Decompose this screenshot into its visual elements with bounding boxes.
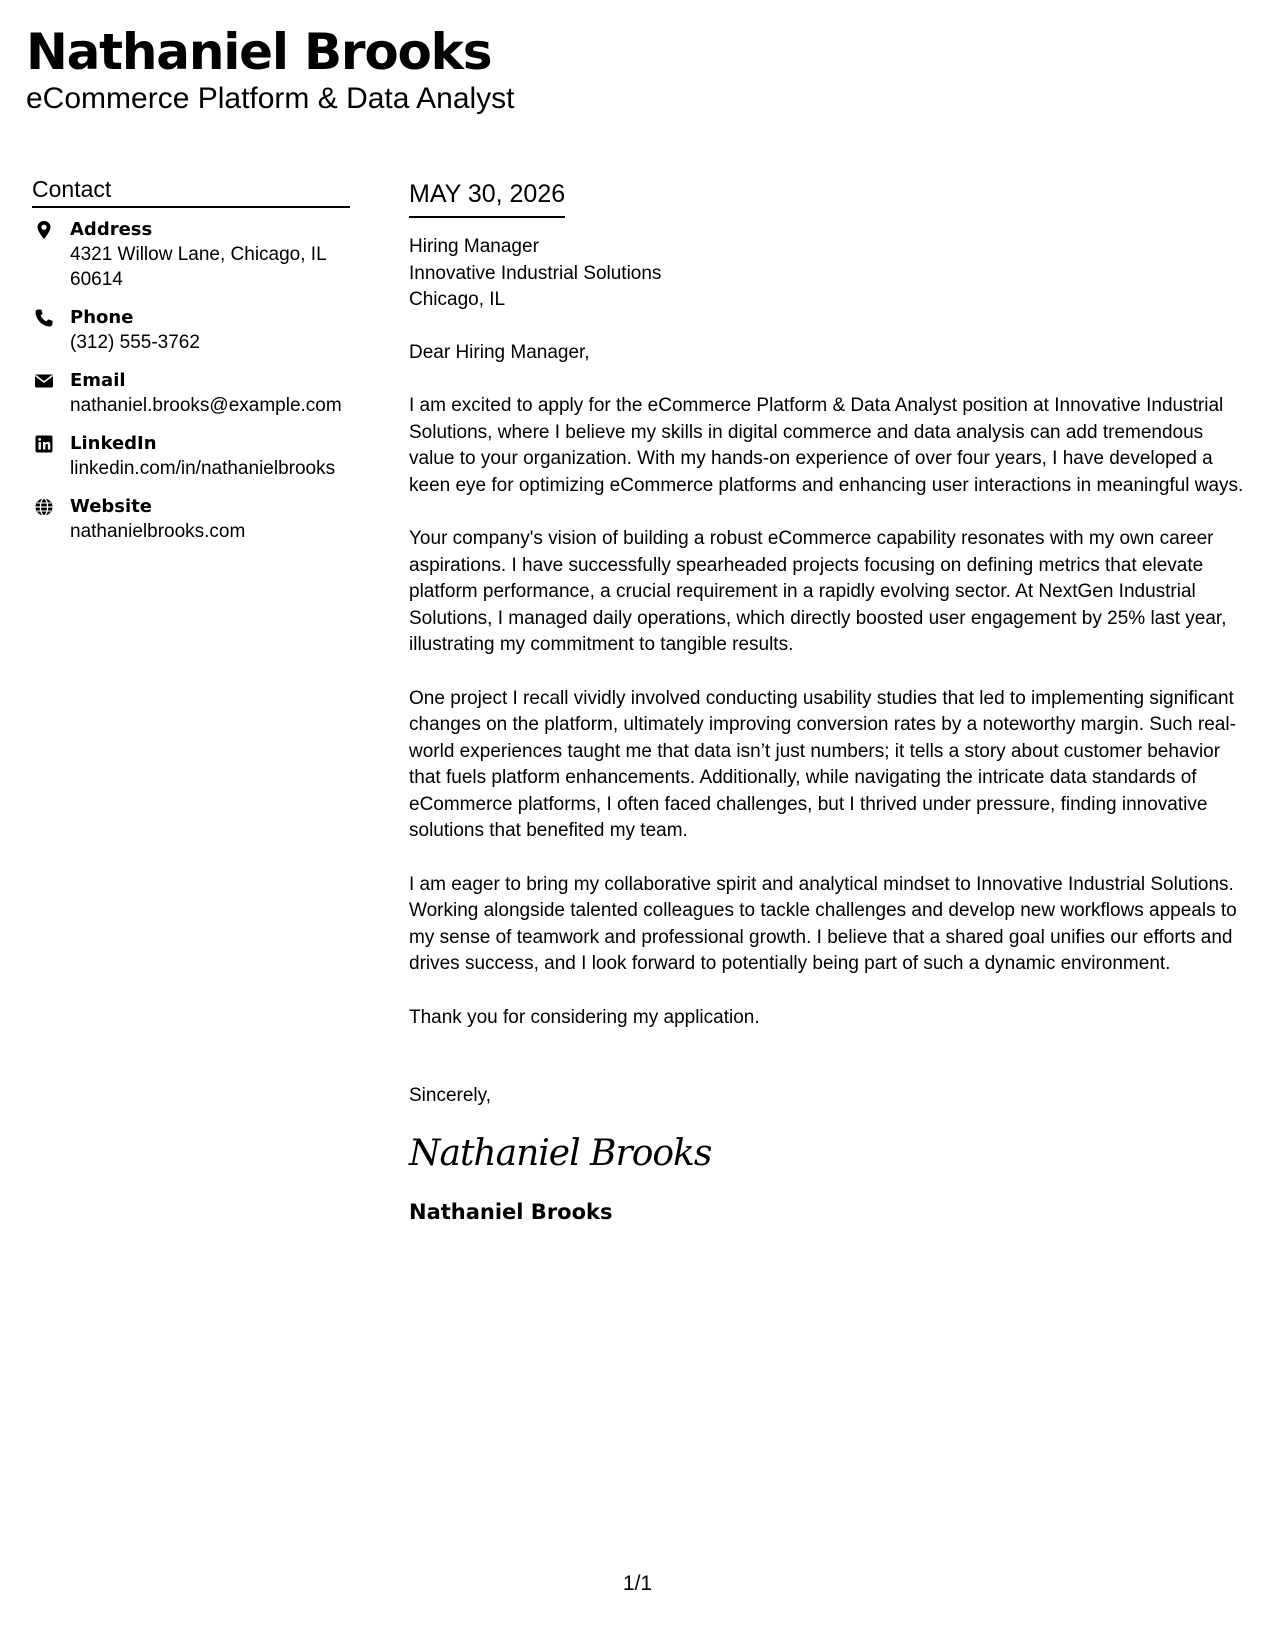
phone-icon <box>34 308 54 328</box>
letter-header <box>26 22 515 116</box>
contact-label: Phone <box>70 307 134 328</box>
contact-value: nathaniel.brooks@example.com <box>70 395 342 416</box>
contact-item-address <box>32 218 350 292</box>
letter-date: MAY 30, 2026 <box>409 178 565 218</box>
contact-label: Email <box>70 370 126 391</box>
recipient-block <box>409 234 1249 314</box>
globe-icon <box>34 497 54 517</box>
contact-item-email <box>32 369 350 418</box>
envelope-icon <box>34 371 54 391</box>
linkedin-icon <box>34 434 54 454</box>
letter-body <box>409 178 1249 1226</box>
recipient-line: Innovative Industrial Solutions <box>409 262 662 284</box>
handwritten-signature: Nathaniel Brooks <box>409 1132 712 1174</box>
contact-item-phone <box>32 306 350 355</box>
contact-label: Website <box>70 496 153 517</box>
applicant-name: Nathaniel Brooks <box>26 23 492 81</box>
contact-value: linkedin.com/in/nathanielbrooks <box>70 458 336 479</box>
salutation: Dear Hiring Manager, <box>409 341 590 363</box>
contact-label: Address <box>70 219 153 240</box>
contact-label: LinkedIn <box>70 433 157 454</box>
page-number: 1/1 <box>622 1572 653 1595</box>
body-paragraph: I am eager to bring my collaborative spirit and analytical mindset to Innovative Industrial Solutions. Working alongside talented colleagues to tackle challenges and develop new workflows appeals to my sense of teamwork and professional growth. I believe that a shared goal unifies our efforts and drives success, and I look forward to potentially being part of such a dynamic environment. <box>409 873 1237 974</box>
recipient-line: Hiring Manager <box>409 236 539 257</box>
contact-value: (312) 555-3762 <box>70 332 200 353</box>
thank-you-line: Thank you for considering my application. <box>409 1006 760 1028</box>
contact-sidebar <box>32 174 350 558</box>
contact-item-website <box>32 495 350 544</box>
contact-item-linkedin <box>32 432 350 481</box>
contact-value: 4321 Willow Lane, Chicago, IL 60614 <box>70 244 326 290</box>
contact-heading: Contact <box>32 174 350 208</box>
body-paragraph: One project I recall vividly involved conducting usability studies that led to implementing significant changes on the platform, ultimately improving conversion rates by a noteworthy margin. Such real-world experiences taught me that data isn’t just numbers; it tells a story about customer behavior that fuels platform enhancements. Additionally, while navigating the intricate data standards of eCommerce platforms, I often faced challenges, but I thrived under pressure, finding innovative solutions that benefited my team. <box>409 687 1236 841</box>
body-paragraph: I am excited to apply for the eCommerce Platform & Data Analyst position at Innovative Industrial Solutions, where I believe my skills in digital commerce and data analysis can add tremendous value to your organization. With my hands-on experience of over four years, I have developed a keen eye for optimizing eCommerce platforms and enhancing user interactions in meaningful ways. <box>409 395 1244 496</box>
applicant-title: eCommerce Platform & Data Analyst <box>26 82 515 115</box>
signer-name: Nathaniel Brooks <box>409 1199 613 1224</box>
closing: Sincerely, <box>409 1085 492 1106</box>
recipient-line: Chicago, IL <box>409 289 506 310</box>
body-paragraph: Your company's vision of building a robust eCommerce capability resonates with my own career aspirations. I have successfully spearheaded projects focusing on defining metrics that elevate platform performance, a crucial requirement in a rapidly evolving sector. At NextGen Industrial Solutions, I managed daily operations, which directly boosted user engagement by 25% last year, illustrating my commitment to tangible results. <box>409 528 1227 655</box>
map-pin-icon <box>34 220 54 240</box>
contact-value: nathanielbrooks.com <box>70 521 246 542</box>
